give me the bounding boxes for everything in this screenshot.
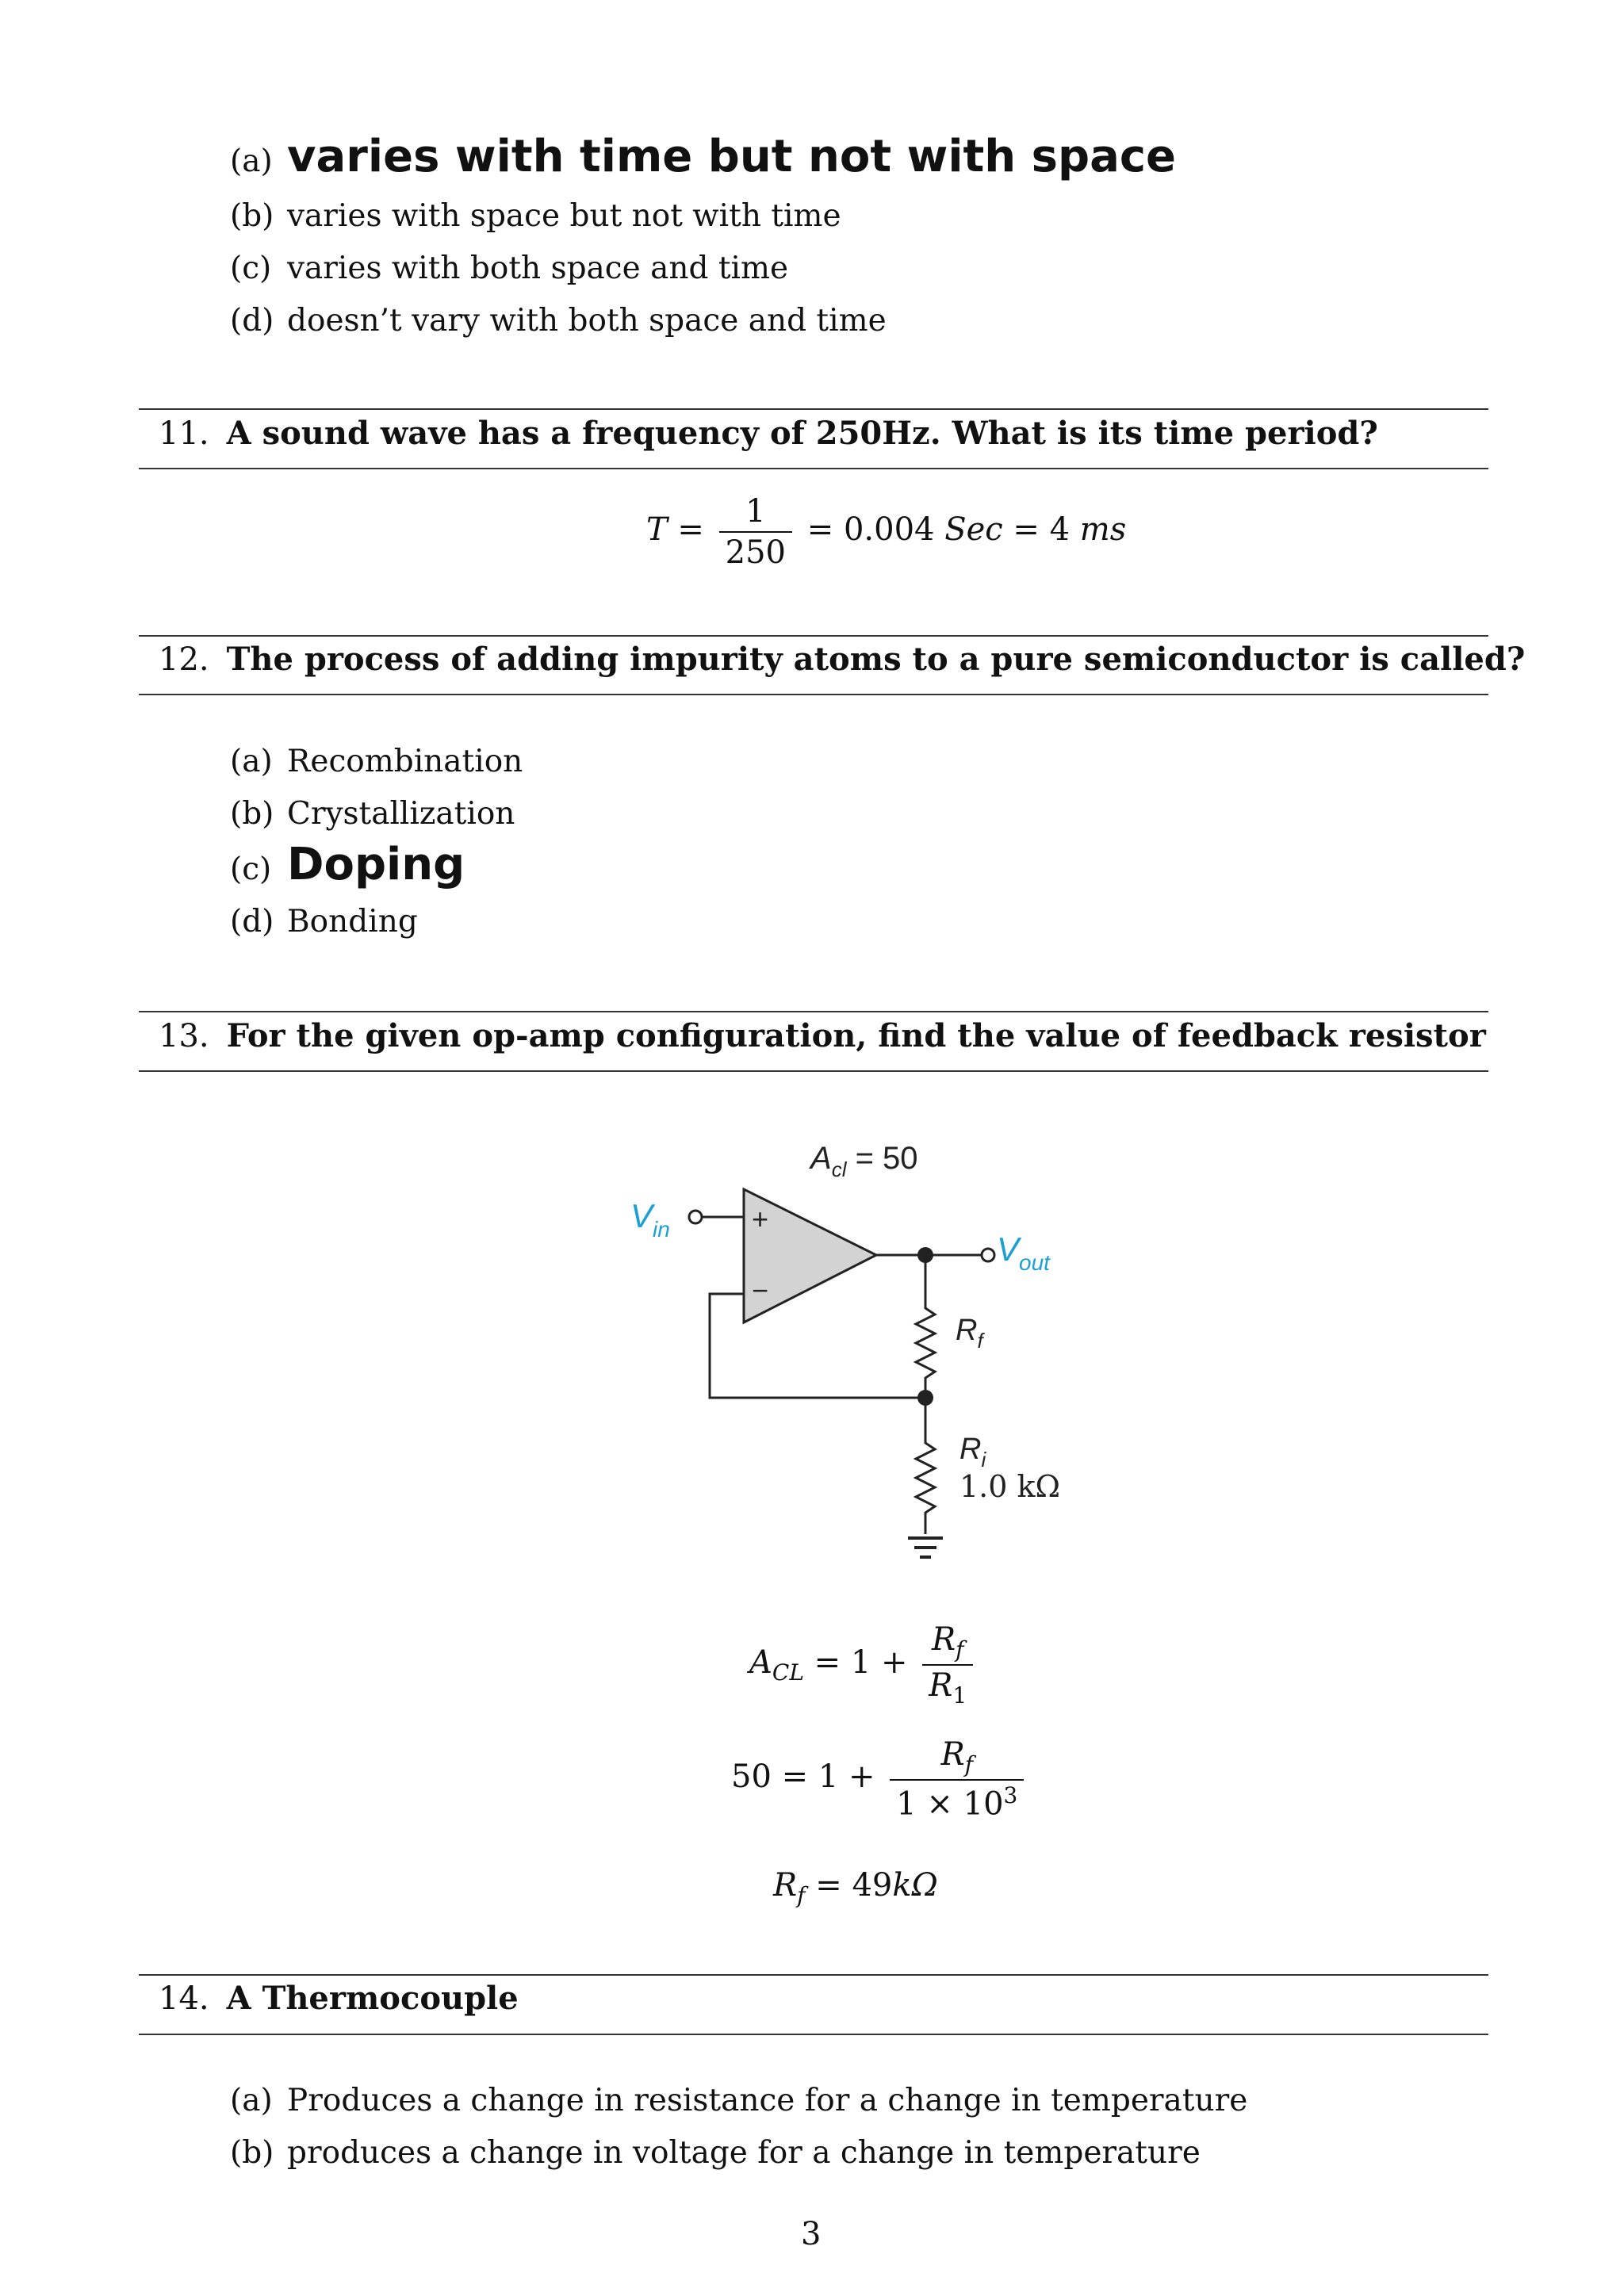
option-label: (d) xyxy=(230,904,274,939)
vout-label: $V_{out}$ xyxy=(997,1230,1050,1275)
question-text: A sound wave has a frequency of 250Hz. What is its time period? xyxy=(226,415,1378,452)
eq-fraction xyxy=(890,1736,1024,1822)
option-label: (c) xyxy=(230,851,272,887)
eq-numerator: $R_f$ xyxy=(940,1736,974,1777)
option-text: produces a change in voltage for a change in temperature xyxy=(287,2135,1201,2171)
eq-fraction xyxy=(922,1621,973,1709)
ground-icon xyxy=(908,1538,943,1557)
vout-terminal xyxy=(982,1249,994,1261)
eq-lhs: A xyxy=(749,1644,772,1681)
rule-top xyxy=(139,635,1488,637)
eq-unit: ms xyxy=(1079,511,1127,548)
option-text: Crystallization xyxy=(287,796,515,832)
eq-denominator: 250 xyxy=(719,531,792,571)
option-text: Doping xyxy=(287,839,465,890)
question-12-title xyxy=(159,641,1525,678)
rf-resistor xyxy=(916,1255,935,1398)
option-text: Recombination xyxy=(287,744,523,779)
eq-fraction xyxy=(719,493,792,571)
eq-lhs: R xyxy=(773,1867,798,1904)
q10-option-b xyxy=(230,198,841,234)
q11-equation xyxy=(646,493,1126,571)
q12-option-c xyxy=(230,839,465,890)
question-number: 14. xyxy=(159,1980,209,2017)
eq-numerator: 1 xyxy=(745,493,766,530)
option-label: (b) xyxy=(230,796,274,832)
eq-numerator: $R_f$ xyxy=(932,1621,964,1663)
option-label: (b) xyxy=(230,2135,274,2171)
rule-bottom xyxy=(139,468,1488,469)
option-label: (a) xyxy=(230,2083,273,2118)
gain-label: $A_{cl} = 50$ xyxy=(810,1141,918,1181)
q10-option-a xyxy=(230,131,1176,182)
feedback-wire xyxy=(710,1294,925,1398)
question-number: 13. xyxy=(159,1018,209,1054)
option-label: (a) xyxy=(230,144,273,179)
q12-option-b xyxy=(230,796,515,832)
option-text: Produces a change in resistance for a change in temperature xyxy=(287,2083,1248,2118)
question-14-title xyxy=(159,1980,519,2017)
rule-bottom xyxy=(139,2034,1488,2035)
rule-bottom xyxy=(139,694,1488,695)
eq-unit: Sec xyxy=(944,511,1003,548)
rule-top xyxy=(139,408,1488,410)
eq-mid: = 1 + xyxy=(814,1644,908,1681)
option-text: Bonding xyxy=(287,904,418,939)
option-text: varies with space but not with time xyxy=(287,198,841,234)
question-text: The process of adding impurity atoms to a pure semiconductor is called? xyxy=(226,641,1526,678)
eq-lhs-subscript: f xyxy=(797,1882,806,1908)
question-number: 11. xyxy=(159,415,209,452)
q12-option-d xyxy=(230,904,418,939)
q13-equation-2 xyxy=(731,1736,1028,1822)
option-text: varies with time but not with space xyxy=(287,131,1177,182)
question-11-title xyxy=(159,415,1378,452)
ri-label: $R_i$ xyxy=(959,1433,986,1471)
question-number: 12. xyxy=(159,641,209,678)
rule-top xyxy=(139,1011,1488,1012)
option-text: doesn’t vary with both space and time xyxy=(287,303,887,339)
q12-option-a xyxy=(230,744,523,779)
question-13-title xyxy=(159,1017,1486,1054)
q10-option-c xyxy=(230,251,788,286)
eq-denominator: $R_1$ xyxy=(922,1664,973,1709)
page-number: 3 xyxy=(801,2216,822,2252)
eq-denominator: $1 \times 10^3$ xyxy=(890,1779,1024,1822)
eq-lhs: T = xyxy=(646,511,704,548)
question-text: A Thermocouple xyxy=(226,1980,519,2017)
eq-lhs-subscript: CL xyxy=(772,1659,804,1686)
q14-option-b xyxy=(230,2135,1201,2171)
vin-label: $V_{in}$ xyxy=(630,1197,670,1242)
eq-mid: = 4 xyxy=(1013,511,1071,548)
option-text: varies with both space and time xyxy=(287,251,789,286)
q13-equation-1 xyxy=(749,1621,978,1709)
option-label: (c) xyxy=(230,251,272,286)
eq-lhs: 50 = 1 + xyxy=(731,1758,875,1796)
minus-sign: − xyxy=(752,1274,769,1307)
ri-value: 1.0 kΩ xyxy=(959,1469,1061,1504)
question-text: For the given op-amp configuration, find the value of feedback resistor xyxy=(226,1017,1486,1054)
opamp-circuit-diagram xyxy=(603,1110,1110,1586)
q14-option-a xyxy=(230,2083,1247,2118)
ri-resistor xyxy=(916,1398,935,1534)
option-label: (b) xyxy=(230,198,274,234)
rule-top xyxy=(139,1974,1488,1976)
q13-equation-3 xyxy=(773,1867,938,1908)
q10-option-d xyxy=(230,303,887,339)
eq-rhs: = 49 xyxy=(815,1867,893,1904)
vin-terminal xyxy=(689,1211,702,1223)
plus-sign: + xyxy=(752,1203,769,1235)
option-label: (d) xyxy=(230,303,274,339)
option-label: (a) xyxy=(230,744,273,779)
eq-unit: kΩ xyxy=(892,1867,938,1904)
rf-label: $R_f$ xyxy=(956,1314,983,1353)
eq-value: = 0.004 xyxy=(806,511,935,548)
rule-bottom xyxy=(139,1070,1488,1072)
